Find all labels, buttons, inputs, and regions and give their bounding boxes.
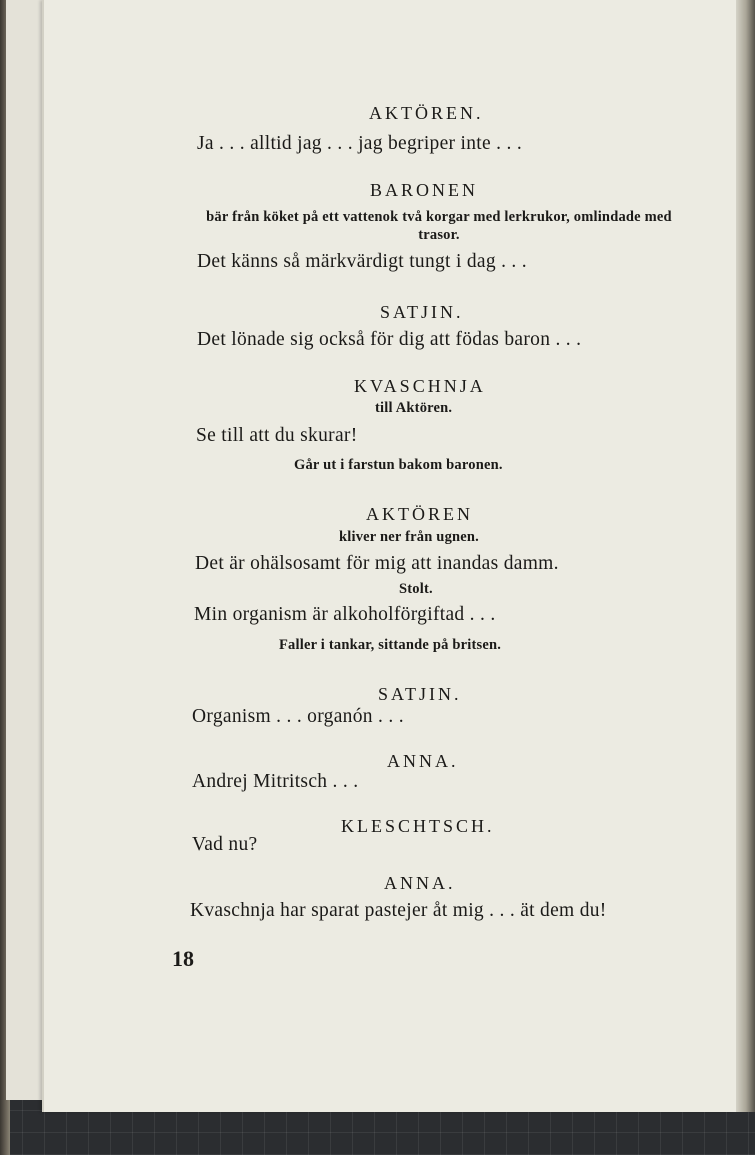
page-number: 18 xyxy=(172,946,194,971)
speaker-name: SATJIN. xyxy=(378,684,462,704)
dialog-line: Min organism är alkoholförgiftad . . . xyxy=(194,604,496,625)
stage-direction: kliver ner från ugnen. xyxy=(339,529,480,545)
dialog-line: Det lönade sig också för dig att födas baron . . . xyxy=(197,329,582,350)
stage-direction: Faller i tankar, sittande på britsen. xyxy=(279,637,502,653)
stage-direction: bär från köket på ett vattenok två korgar med lerkrukor, omlindade med trasor. xyxy=(206,209,672,243)
speaker-name: BARONEN xyxy=(369,180,478,200)
speaker-name: AKTÖREN xyxy=(366,504,473,524)
stage-direction: Går ut i farstun bakom baronen. xyxy=(294,457,503,473)
speaker-name: ANNA. xyxy=(384,873,456,893)
dialog-line: Se till att du skurar! xyxy=(196,425,358,446)
stage-direction: till Aktören. xyxy=(375,400,453,416)
speaker-name: KLESCHTSCH. xyxy=(341,816,495,836)
stage-direction: Stolt. xyxy=(399,581,433,597)
speaker-name: AKTÖREN. xyxy=(369,103,484,123)
speaker-name: ANNA. xyxy=(387,751,459,771)
dialog-line: Vad nu? xyxy=(192,834,258,855)
dialog-line: Andrej Mitritsch . . . xyxy=(192,771,359,792)
speaker-name: SATJIN. xyxy=(380,302,464,322)
dialog-line: Ja . . . alltid jag . . . jag begriper inte . . . xyxy=(197,133,522,154)
speaker-name: KVASCHNJA xyxy=(354,376,486,396)
dialog-line: Det känns så märkvärdigt tungt i dag . . . xyxy=(197,251,527,272)
book-page xyxy=(44,0,736,1112)
dialog-line: Organism . . . organón . . . xyxy=(192,706,404,727)
dialog-line: Kvaschnja har sparat pastejer åt mig . . . ät dem du! xyxy=(190,900,607,921)
page-curl-right xyxy=(735,0,755,1112)
dialog-line: Det är ohälsosamt för mig att inandas damm. xyxy=(195,553,559,574)
